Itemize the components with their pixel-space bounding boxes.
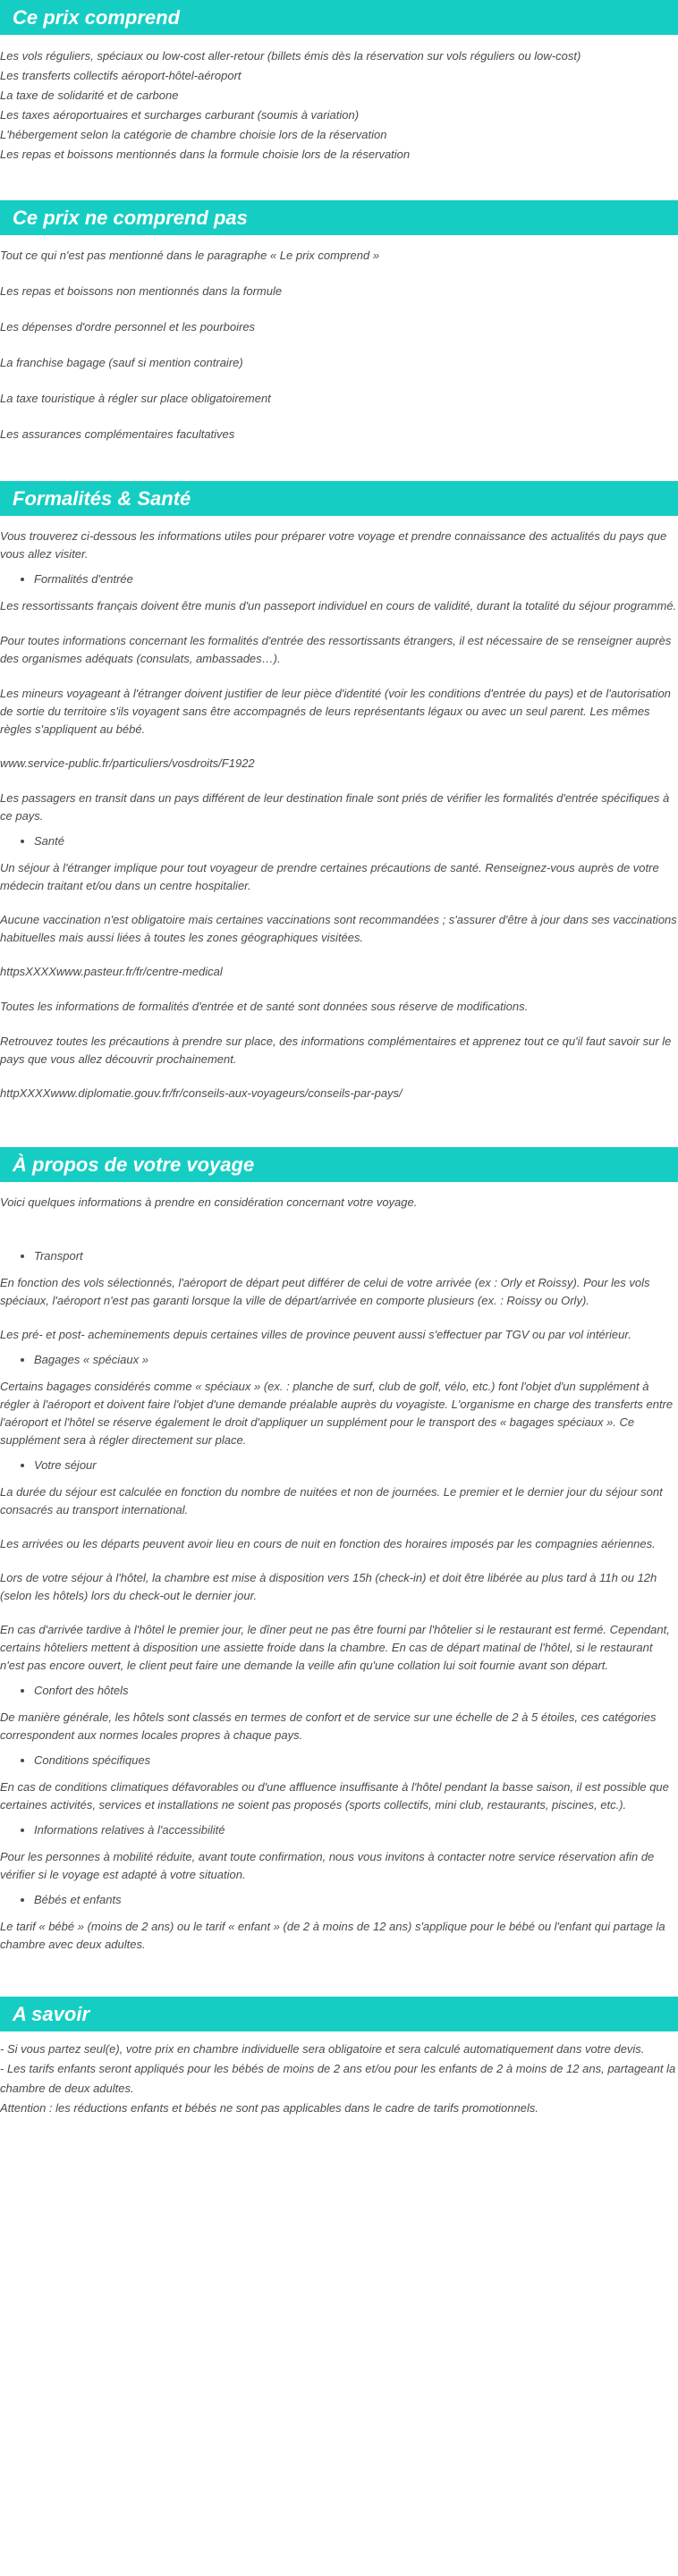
bullet-list xyxy=(0,570,678,588)
url-text: www.service-public.fr/particuliers/vosdroits/F1922 xyxy=(0,756,255,770)
paragraph: Les pré- et post- acheminements depuis certaines villes de province peuvent aussi s'effectuer par TGV ou par vol intérieur. xyxy=(0,1328,631,1341)
paragraph: Les mineurs voyageant à l'étranger doivent justifier de leur pièce d'identité (voir les conditions d'entrée du pays) et de l'autorisation de sortie du territoire s'ils voyagent sans être accompagnés de leurs représentants légaux ou avec un seul parent. Les mêmes règles s'appliquent au bébé. xyxy=(0,687,671,736)
list-item: Les taxes aéroportuaires et surcharges carburant (soumis à variation) xyxy=(0,108,360,122)
bullet-list xyxy=(0,1351,678,1369)
paragraph: Pour les personnes à mobilité réduite, avant toute confirmation, nous vous invitons à contacter notre service réservation afin de vérifier si le voyage est adapté à votre situation. xyxy=(0,1850,655,1881)
list-item: - Les tarifs enfants seront appliqués pour les bébés de moins de 2 ans et/ou pour les enfants de 2 à moins de 12 ans, partageant la chambre de deux adultes. xyxy=(0,2062,676,2095)
list-item: - Si vous partez seul(e), votre prix en chambre individuelle sera obligatoire et sera calculé automatiquement dans votre devis. xyxy=(0,2042,645,2056)
paragraph: De manière générale, les hôtels sont classés en termes de confort et de service sur une échelle de 2 à 5 étoiles, ces catégories correspondent aux normes locales propres à chaque pays. xyxy=(0,1710,657,1742)
bullet-list xyxy=(0,1247,678,1265)
section-asavoir xyxy=(0,1997,678,2118)
bullet-list xyxy=(0,1752,678,1769)
includes-list xyxy=(0,46,678,165)
section-includes xyxy=(0,0,678,200)
bullet-list xyxy=(0,1457,678,1474)
bullet-item: • Transport xyxy=(34,1247,678,1265)
list-item: La taxe touristique à régler sur place obligatoirement xyxy=(0,392,271,405)
bullet-item: • Conditions spécifiques xyxy=(34,1752,678,1769)
list-item: Les repas et boissons mentionnés dans la formule choisie lors de la réservation xyxy=(0,148,411,161)
list-item: Les dépenses d'ordre personnel et les pourboires xyxy=(0,320,256,334)
url-text: httpXXXXwww.diplomatie.gouv.fr/fr/conseils-aux-voyageurs/conseils-par-pays/ xyxy=(0,1086,403,1100)
list-item: Tout ce qui n'est pas mentionné dans le paragraphe « Le prix comprend » xyxy=(0,249,380,262)
section-excludes xyxy=(0,200,678,481)
paragraph: Retrouvez toutes les précautions à prendre sur place, des informations complémentaires et apprenez tout ce qu'il faut savoir sur le pays que vous allez découvrir prochainement. xyxy=(0,1035,672,1066)
paragraph: Lors de votre séjour à l'hôtel, la chambre est mise à disposition vers 15h (check-in) et doit être libérée au plus tard à 11h ou 12h (selon les hôtels) lors du check-out le dernier jour. xyxy=(0,1571,657,1602)
excludes-list xyxy=(0,247,678,443)
bullet-item: • Santé xyxy=(34,832,678,850)
section-title: Formalités & Santé xyxy=(0,481,678,516)
list-item: Les vols réguliers, spéciaux ou low-cost aller-retour (billets émis dès la réservation sur vols réguliers ou low-cost) xyxy=(0,49,581,63)
section-formalites xyxy=(0,481,678,1147)
list-item: Attention : les réductions enfants et bébés ne sont pas applicables dans le cadre de tarifs promotionnels. xyxy=(0,2101,538,2115)
paragraph: En cas de conditions climatiques défavorables ou d'une affluence insuffisante à l'hôtel pendant la basse saison, il est possible que certaines activités, services et installations ne soient pas proposés (sports collectifs, mini club, restaurants, piscines, etc.). xyxy=(0,1780,669,1812)
bullet-list xyxy=(0,832,678,850)
paragraph: Pour toutes informations concernant les formalités d'entrée des ressortissants étrangers, il est nécessaire de se renseigner auprès des organismes adéquats (consulats, ambassades…). xyxy=(0,634,672,665)
section-title: A savoir xyxy=(0,1997,678,2031)
paragraph: En cas d'arrivée tardive à l'hôtel le premier jour, le dîner peut ne pas être fourni par l'hôtelier si le restaurant est fermé. Cependant, certains hôteliers mettent à disposition une assiette froide dans la chambre. En cas de départ matinal de l'hôtel, si le restaurant n'est pas encore ouvert, le client peut faire une demande la veille afin qu'une collation lui soit fournie avant son départ. xyxy=(0,1623,670,1672)
list-item: Les assurances complémentaires facultatives xyxy=(0,427,235,441)
paragraph: Certains bagages considérés comme « spéciaux » (ex. : planche de surf, club de golf, vélo, etc.) font l'objet d'un supplément à régler à l'aéroport et doivent faire l'objet d'une demande préalable auprès du voyagiste. L'organisme en charge des transferts entre l'aéroport et l'hôtel se réserve également le droit d'appliquer un supplément pour le transport des « bagages spéciaux ». Ce supplément sera à régler directement sur place. xyxy=(0,1380,674,1447)
bullet-item: • Bagages « spéciaux » xyxy=(34,1351,678,1369)
paragraph: Les ressortissants français doivent être munis d'un passeport individuel en cours de validité, durant la totalité du séjour programmé. xyxy=(0,599,677,612)
section-title: Ce prix ne comprend pas xyxy=(0,200,678,235)
paragraph: La durée du séjour est calculée en fonction du nombre de nuitées et non de journées. Le premier et le dernier jour du séjour sont consacrés au transport international. xyxy=(0,1485,663,1516)
list-item: La franchise bagage (sauf si mention contraire) xyxy=(0,356,243,369)
paragraph: Un séjour à l'étranger implique pour tout voyageur de prendre certaines précautions de santé. Renseignez-vous auprès de votre médecin traitant et/ou dans un centre hospitalier. xyxy=(0,861,659,892)
section-title: À propos de votre voyage xyxy=(0,1147,678,1182)
paragraph: Vous trouverez ci-dessous les informations utiles pour préparer votre voyage et prendre connaissance des actualités du pays que vous allez visiter. xyxy=(0,529,667,561)
paragraph: Le tarif « bébé » (moins de 2 ans) ou le tarif « enfant » (de 2 à moins de 12 ans) s'applique pour le bébé ou l'enfant qui partage la chambre avec deux adultes. xyxy=(0,1920,665,1951)
paragraph: Les passagers en transit dans un pays différent de leur destination finale sont priés de vérifier les formalités d'entrée spécifiques à ce pays. xyxy=(0,791,670,823)
paragraph: Toutes les informations de formalités d'entrée et de santé sont données sous réserve de modifications. xyxy=(0,1000,529,1013)
bullet-list xyxy=(0,1821,678,1839)
paragraph: Voici quelques informations à prendre en considération concernant votre voyage. xyxy=(0,1195,418,1209)
bullet-list xyxy=(0,1682,678,1700)
paragraph: En fonction des vols sélectionnés, l'aéroport de départ peut différer de celui de votre arrivée (ex : Orly et Roissy). Pour les vols spéciaux, l'aéroport n'est pas garanti lorsque la ville de départ/arrivée en comporte plusieurs (ex. : Roissy ou Orly). xyxy=(0,1276,650,1307)
section-title: Ce prix comprend xyxy=(0,0,678,35)
bullet-list xyxy=(0,1891,678,1909)
bullet-item: • Bébés et enfants xyxy=(34,1891,678,1909)
list-item: Les transferts collectifs aéroport-hôtel-aéroport xyxy=(0,69,242,82)
bullet-item: • Votre séjour xyxy=(34,1457,678,1474)
paragraph: Aucune vaccination n'est obligatoire mais certaines vaccinations sont recommandées ; s'assurer d'être à jour dans ses vaccinations habituelles mais aussi liées à toutes les zones géographiques visitées. xyxy=(0,913,677,944)
list-item: Les repas et boissons non mentionnés dans la formule xyxy=(0,284,283,298)
bullet-item: • Formalités d'entrée xyxy=(34,570,678,588)
list-item: L'hébergement selon la catégorie de chambre choisie lors de la réservation xyxy=(0,128,387,141)
url-text: httpsXXXXwww.pasteur.fr/fr/centre-medical xyxy=(0,965,223,978)
bullet-item: • Confort des hôtels xyxy=(34,1682,678,1700)
asavoir-list xyxy=(0,2040,678,2118)
bullet-item: • Informations relatives à l'accessibilité xyxy=(34,1821,678,1839)
paragraph: Les arrivées ou les départs peuvent avoir lieu en cours de nuit en fonction des horaires imposés par les compagnies aériennes. xyxy=(0,1537,656,1550)
list-item: La taxe de solidarité et de carbone xyxy=(0,89,179,102)
section-apropos xyxy=(0,1147,678,1997)
